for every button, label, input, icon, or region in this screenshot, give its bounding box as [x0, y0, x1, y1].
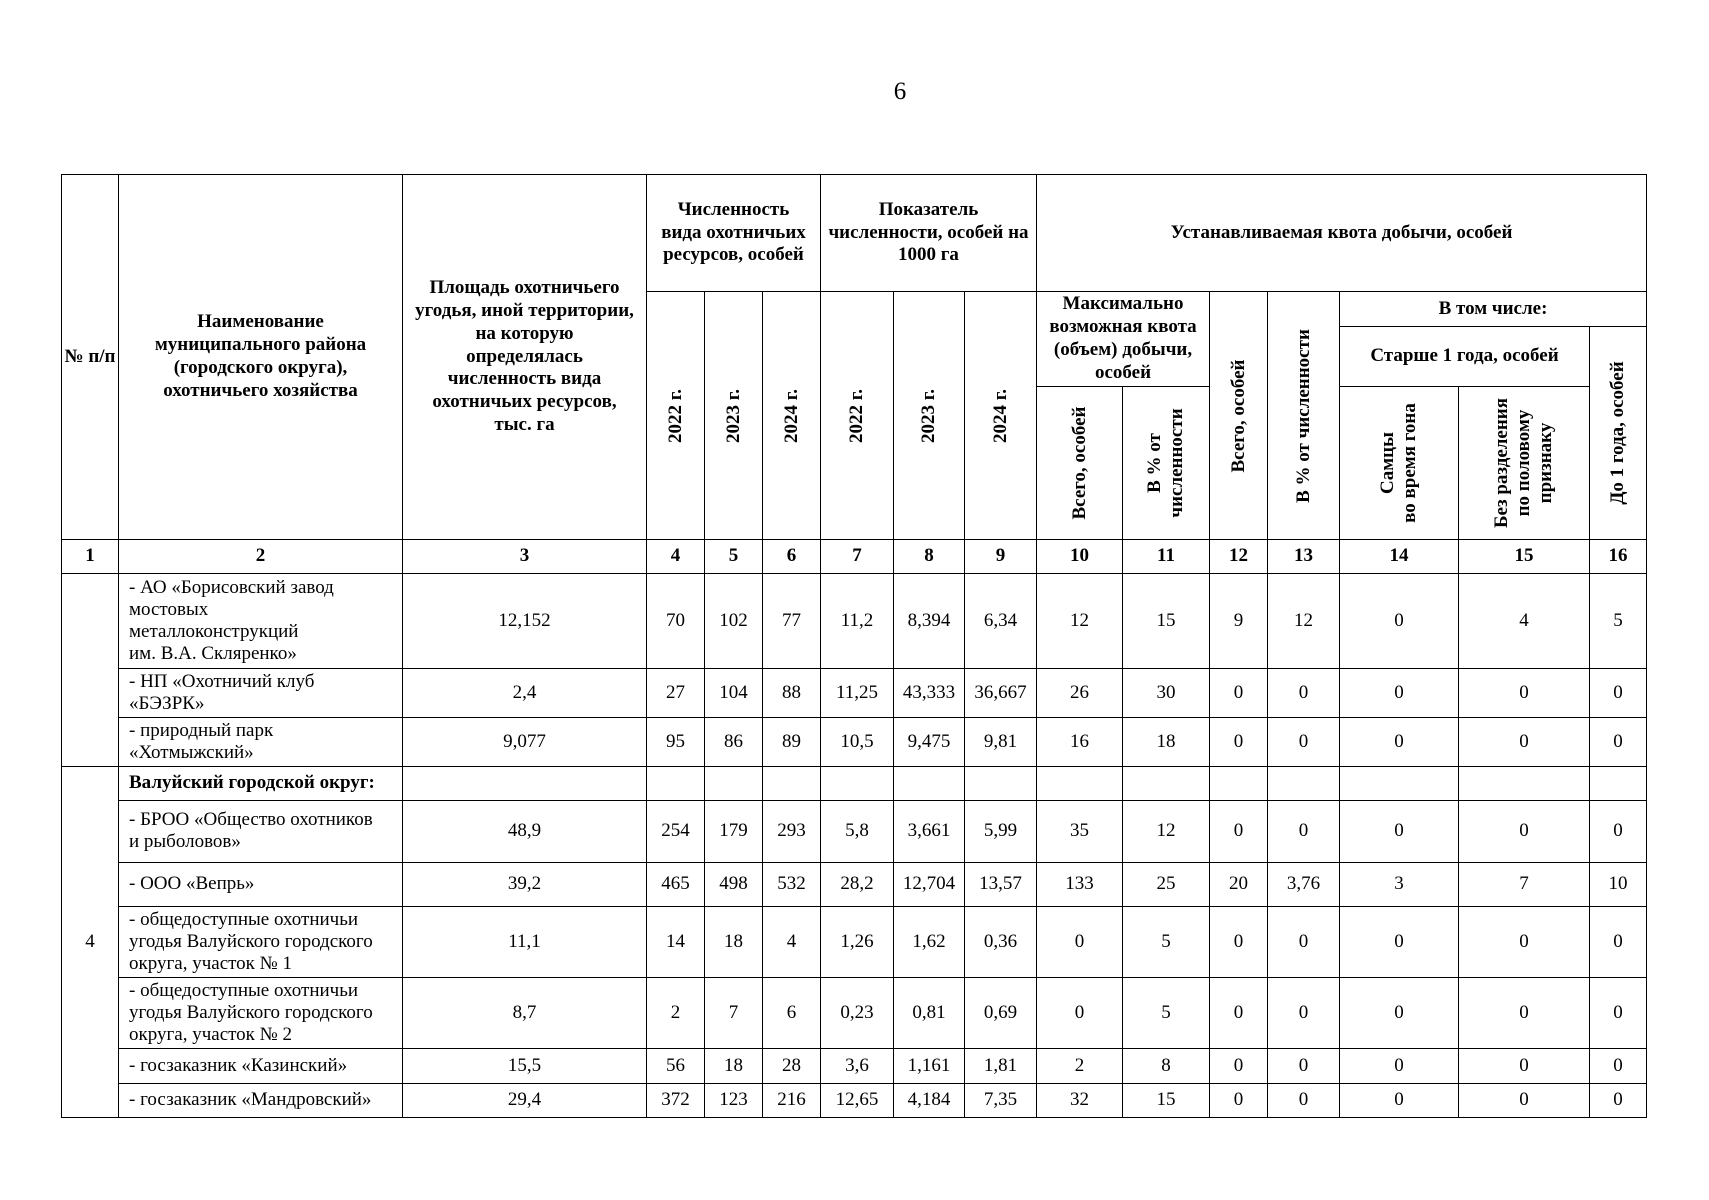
row-value: 5,99	[965, 800, 1037, 862]
row-value: 133	[1037, 862, 1123, 906]
row-name: - НП «Охотничий клуб «БЭЗРК»	[119, 669, 403, 718]
table-row	[62, 906, 1647, 977]
row-value: 465	[647, 862, 705, 906]
row-value: 2,4	[403, 669, 647, 718]
table-row	[62, 800, 1647, 862]
row-value: 0	[1590, 717, 1647, 766]
row-value: 0	[1268, 1048, 1340, 1083]
row-value: 15,5	[403, 1048, 647, 1083]
row-value: 498	[705, 862, 763, 906]
col-number: 13	[1268, 540, 1340, 574]
row-value: 89	[763, 717, 821, 766]
row-value: 11,25	[821, 669, 894, 718]
empty-cell	[894, 766, 965, 800]
header-under1: До 1 года, особей	[1590, 327, 1647, 540]
row-value: 48,9	[403, 800, 647, 862]
row-value: 0	[1210, 800, 1268, 862]
row-value: 0	[1210, 977, 1268, 1048]
row-value: 10	[1590, 862, 1647, 906]
row-value: 14	[647, 906, 705, 977]
row-value: 0	[1210, 906, 1268, 977]
row-value: 532	[763, 862, 821, 906]
row-num-cell	[62, 574, 119, 767]
row-value: 32	[1037, 1083, 1123, 1117]
row-value: 5	[1123, 906, 1210, 977]
row-value: 6,34	[965, 574, 1037, 669]
district-name: Валуйский городской округ:	[119, 766, 403, 800]
row-value: 5	[1590, 574, 1647, 669]
row-value: 0	[1459, 717, 1590, 766]
row-value: 25	[1123, 862, 1210, 906]
row-value: 11,1	[403, 906, 647, 977]
header-max-total: Всего, особей	[1037, 387, 1123, 540]
row-value: 15	[1123, 574, 1210, 669]
col-number: 3	[403, 540, 647, 574]
row-value: 70	[647, 574, 705, 669]
col-number: 8	[894, 540, 965, 574]
row-name: - общедоступные охотничьи угодья Валуйского городского округа, участок № 1	[119, 906, 403, 977]
row-value: 0	[1340, 669, 1459, 718]
row-value: 20	[1210, 862, 1268, 906]
row-value: 372	[647, 1083, 705, 1117]
col-number: 12	[1210, 540, 1268, 574]
table-row	[62, 1048, 1647, 1083]
table-row	[62, 977, 1647, 1048]
row-value: 0	[1340, 800, 1459, 862]
row-value: 0,81	[894, 977, 965, 1048]
header-den-2024: 2024 г.	[965, 292, 1037, 540]
header-quota: Устанавливаемая квота добычи, особей	[1037, 175, 1647, 292]
col-number: 1	[62, 540, 119, 574]
row-value: 18	[705, 1048, 763, 1083]
col-number: 14	[1340, 540, 1459, 574]
row-value: 0	[1210, 1048, 1268, 1083]
row-value: 0	[1340, 977, 1459, 1048]
hunting-quota-table	[61, 174, 1647, 1118]
table-row	[62, 1083, 1647, 1117]
row-value: 12	[1123, 800, 1210, 862]
row-value: 0	[1340, 574, 1459, 669]
row-value: 39,2	[403, 862, 647, 906]
row-value: 2	[1037, 1048, 1123, 1083]
header-name: Наименование муниципального района (городского округа), охотничьего хозяйства	[119, 175, 403, 540]
row-value: 12,65	[821, 1083, 894, 1117]
row-value: 0	[1268, 977, 1340, 1048]
row-value: 18	[1123, 717, 1210, 766]
row-value: 4	[763, 906, 821, 977]
row-value: 12,704	[894, 862, 965, 906]
row-value: 0	[1268, 906, 1340, 977]
row-value: 2	[647, 977, 705, 1048]
header-males: Самцы во время гона	[1340, 387, 1459, 540]
row-value: 216	[763, 1083, 821, 1117]
row-value: 8	[1123, 1048, 1210, 1083]
row-value: 1,62	[894, 906, 965, 977]
row-name: - БРОО «Общество охотников и рыболовов»	[119, 800, 403, 862]
empty-cell	[763, 766, 821, 800]
row-value: 36,667	[965, 669, 1037, 718]
row-value: 77	[763, 574, 821, 669]
row-value: 254	[647, 800, 705, 862]
row-value: 0	[1590, 1048, 1647, 1083]
row-value: 102	[705, 574, 763, 669]
row-value: 30	[1123, 669, 1210, 718]
column-numbers-row	[62, 540, 1647, 574]
empty-cell	[1210, 766, 1268, 800]
row-value: 5,8	[821, 800, 894, 862]
col-number: 5	[705, 540, 763, 574]
row-value: 8,394	[894, 574, 965, 669]
row-value: 9,077	[403, 717, 647, 766]
row-value: 6	[763, 977, 821, 1048]
row-value: 4,184	[894, 1083, 965, 1117]
header-older: Старше 1 года, особей	[1340, 327, 1590, 387]
row-value: 7	[1459, 862, 1590, 906]
row-value: 0	[1459, 1083, 1590, 1117]
row-value: 0,36	[965, 906, 1037, 977]
row-value: 26	[1037, 669, 1123, 718]
row-value: 0	[1340, 717, 1459, 766]
district-row	[62, 766, 1647, 800]
empty-cell	[647, 766, 705, 800]
row-value: 86	[705, 717, 763, 766]
table-row	[62, 862, 1647, 906]
row-value: 0	[1268, 1083, 1340, 1117]
row-value: 43,333	[894, 669, 965, 718]
district-number: 4	[62, 766, 119, 1117]
row-value: 3,76	[1268, 862, 1340, 906]
col-number: 2	[119, 540, 403, 574]
col-number: 11	[1123, 540, 1210, 574]
row-value: 27	[647, 669, 705, 718]
header-max-pct: В % от численности	[1123, 387, 1210, 540]
empty-cell	[1268, 766, 1340, 800]
header-no-sex: Без разделения по половому признаку	[1459, 387, 1590, 540]
row-value: 29,4	[403, 1083, 647, 1117]
row-value: 1,26	[821, 906, 894, 977]
row-value: 28	[763, 1048, 821, 1083]
row-value: 15	[1123, 1083, 1210, 1117]
row-value: 0	[1268, 800, 1340, 862]
row-value: 28,2	[821, 862, 894, 906]
row-value: 179	[705, 800, 763, 862]
header-num: № п/п	[62, 175, 119, 540]
empty-cell	[705, 766, 763, 800]
row-value: 10,5	[821, 717, 894, 766]
row-value: 0	[1590, 977, 1647, 1048]
row-value: 0	[1268, 669, 1340, 718]
empty-cell	[1459, 766, 1590, 800]
row-value: 0	[1037, 977, 1123, 1048]
row-value: 0	[1340, 1048, 1459, 1083]
empty-cell	[1590, 766, 1647, 800]
row-value: 0	[1340, 1083, 1459, 1117]
row-value: 0	[1590, 1083, 1647, 1117]
empty-cell	[403, 766, 647, 800]
row-value: 12,152	[403, 574, 647, 669]
empty-cell	[965, 766, 1037, 800]
row-value: 0	[1210, 717, 1268, 766]
row-name: - общедоступные охотничьи угодья Валуйского городского округа, участок № 2	[119, 977, 403, 1048]
row-value: 123	[705, 1083, 763, 1117]
empty-cell	[1340, 766, 1459, 800]
header-den-2022: 2022 г.	[821, 292, 894, 540]
row-value: 0	[1590, 906, 1647, 977]
header-max-quota: Максимально возможная квота (объем) добычи, особей	[1037, 292, 1210, 387]
row-value: 0	[1459, 977, 1590, 1048]
row-value: 0	[1459, 1048, 1590, 1083]
row-value: 0	[1340, 906, 1459, 977]
header-total-quota: Всего, особей	[1210, 292, 1268, 540]
col-number: 6	[763, 540, 821, 574]
header-density: Показатель численности, особей на 1000 га	[821, 175, 1037, 292]
row-value: 95	[647, 717, 705, 766]
row-value: 16	[1037, 717, 1123, 766]
row-value: 0	[1459, 669, 1590, 718]
col-number: 16	[1590, 540, 1647, 574]
row-value: 104	[705, 669, 763, 718]
row-value: 7,35	[965, 1083, 1037, 1117]
row-value: 0	[1590, 669, 1647, 718]
row-value: 3	[1340, 862, 1459, 906]
row-value: 1,161	[894, 1048, 965, 1083]
row-value: 88	[763, 669, 821, 718]
row-value: 35	[1037, 800, 1123, 862]
row-value: 12	[1268, 574, 1340, 669]
row-name: - ООО «Вепрь»	[119, 862, 403, 906]
col-number: 4	[647, 540, 705, 574]
row-value: 8,7	[403, 977, 647, 1048]
row-value: 11,2	[821, 574, 894, 669]
row-value: 0	[1590, 800, 1647, 862]
header-pop-2024: 2024 г.	[763, 292, 821, 540]
table-row	[62, 574, 1647, 669]
row-value: 4	[1459, 574, 1590, 669]
col-number: 10	[1037, 540, 1123, 574]
row-name: - госзаказник «Казинский»	[119, 1048, 403, 1083]
row-value: 9,475	[894, 717, 965, 766]
table-row	[62, 717, 1647, 766]
header-pop-2022: 2022 г.	[647, 292, 705, 540]
row-value: 5	[1123, 977, 1210, 1048]
col-number: 9	[965, 540, 1037, 574]
row-value: 0,69	[965, 977, 1037, 1048]
col-number: 15	[1459, 540, 1590, 574]
row-name: - госзаказник «Мандровский»	[119, 1083, 403, 1117]
page-number: 6	[893, 78, 907, 105]
col-number: 7	[821, 540, 894, 574]
row-value: 56	[647, 1048, 705, 1083]
row-value: 0	[1037, 906, 1123, 977]
row-value: 9,81	[965, 717, 1037, 766]
row-value: 0	[1210, 1083, 1268, 1117]
row-name: - природный парк «Хотмыжский»	[119, 717, 403, 766]
header-den-2023: 2023 г.	[894, 292, 965, 540]
row-value: 0	[1459, 800, 1590, 862]
empty-cell	[821, 766, 894, 800]
row-value: 0	[1459, 906, 1590, 977]
table-row	[62, 669, 1647, 718]
row-name: - АО «Борисовский завод мостовых металлоконструкций им. В.А. Скляренко»	[119, 574, 403, 669]
row-value: 3,661	[894, 800, 965, 862]
row-value: 12	[1037, 574, 1123, 669]
header-area: Площадь охотничьего угодья, иной территории, на которую определялась численность вида охотничьих ресурсов, тыс. га	[403, 175, 647, 540]
header-pct-quota: В % от численности	[1268, 292, 1340, 540]
header-including: В том числе:	[1340, 292, 1647, 327]
row-value: 7	[705, 977, 763, 1048]
header-pop-2023: 2023 г.	[705, 292, 763, 540]
row-value: 0	[1210, 669, 1268, 718]
row-value: 9	[1210, 574, 1268, 669]
empty-cell	[1123, 766, 1210, 800]
row-value: 3,6	[821, 1048, 894, 1083]
row-value: 18	[705, 906, 763, 977]
empty-cell	[1037, 766, 1123, 800]
row-value: 0,23	[821, 977, 894, 1048]
header-population: Численность вида охотничьих ресурсов, особей	[647, 175, 821, 292]
row-value: 0	[1268, 717, 1340, 766]
row-value: 1,81	[965, 1048, 1037, 1083]
row-value: 13,57	[965, 862, 1037, 906]
row-value: 293	[763, 800, 821, 862]
